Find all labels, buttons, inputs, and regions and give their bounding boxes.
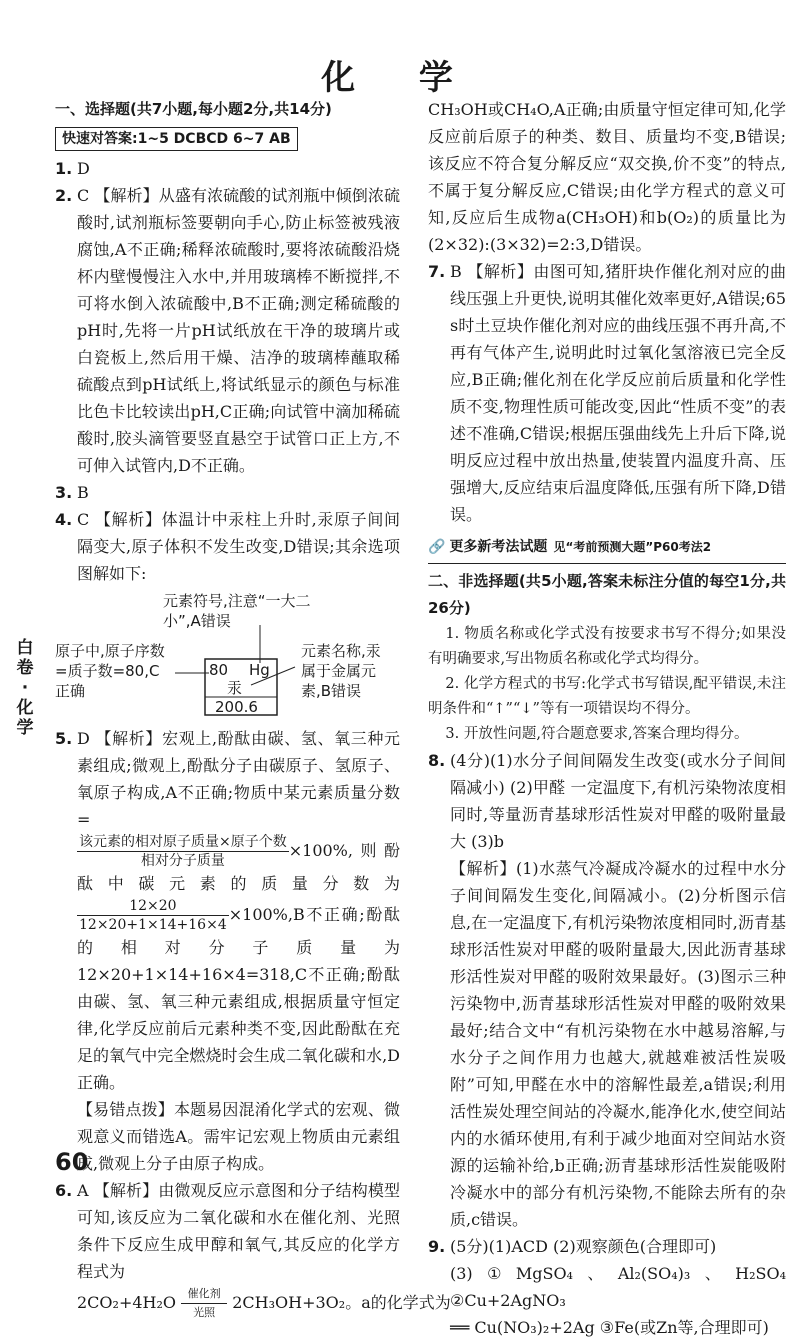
diagram-top-note: 元素符号,注意“一大二小”,A错误 — [163, 592, 311, 630]
reaction-equation: 2CO₂+4H₂O $\frac{\text{催化剂}}{\text{光照}}$ 2CH₃OH+3O₂。a的化学式为 — [77, 1287, 451, 1319]
question-4: 4. C 【解析】体温计中汞柱上升时,汞原子间间隔变大,原子体积不发生改变,D错误;其余选项图解如下: — [55, 510, 400, 583]
cell-atomic-number: 80 — [209, 661, 229, 679]
grading-note-3: 3. 开放性问题,符合题意要求,答案合理均得分。 — [445, 726, 749, 742]
cell-atomic-mass: 200.6 — [215, 698, 258, 716]
diagram-right-note: 元素名称,汞属于金属元素,B错误 — [301, 642, 381, 700]
question-2: 2. C 【解析】从盛有浓硫酸的试剂瓶中倾倒浓硫酸时,试剂瓶标签要朝向手心,防止标签被残液腐蚀,A不正确;稀释浓硫酸时,要将浓硫酸沿烧杯内壁慢慢注入水中,并用玻璃棒不断搅拌,不可将水倒入浓硫酸中,B不正确;测定稀硫酸的pH时,先将一片pH试纸放在干净的玻璃片或白瓷板上,然后用干燥、洁净的玻璃棒蘸取稀硫酸点到pH试纸上,将试纸显示的颜色与标准比色卡比较读出pH,C正确;向试管中滴加稀硫酸时,胶头滴管要竖直悬空于试管口正上方,不可伸入试管内,D不正确。 — [55, 186, 400, 475]
cell-symbol: Hg — [249, 661, 270, 679]
question-1: 1. D — [55, 159, 90, 178]
section-1-heading: 一、选择题(共7小题,每小题2分,共14分) — [55, 100, 332, 118]
diagram-left-note: 原子中,原子序数=质子数=80,C正确 — [55, 642, 165, 700]
quick-answer-box: 快速对答案:1~5 DCBCD 6~7 AB — [55, 127, 298, 151]
sidebar-label: 白 卷 · 化 学 — [16, 638, 34, 738]
error-tip: 【易错点拨】本题易因混淆化学式的宏观、微观意义而错选A。需牢记宏观上物质由元素组成,微观上分子由原子构成。 — [77, 1100, 400, 1173]
question-5: 5. D 【解析】宏观上,酚酞由碳、氢、氧三种元素组成;微观上,酚酞分子由碳原子、氢原子、氧原子构成,A不正确;物质中某元素质量分数= $\frac{\text{该元素的相对原子质量×原子个数}}{\text{相对分子质量}}$ ×100%,则酚酞中碳元素的质量分数为 $\frac{12\times 20}{12\times 20+1\times 14+16\times 4}$ ×100%,B不正确;酚酞的相对分子质量为12×20+1×14+16×4=318,C不正确;酚酞由碳、氢、氧三种元素组成,根据质量守恒定律,化学反应前后元素种类不变,因此酚酞在充足的氧气中完全燃烧时会生成二氧化碳和水,D正确。 【易错点拨】本题易因混淆化学式的宏观、微观意义而错选A。需牢记宏观上物质由元素组成,微观上分子由原子构成。 — [55, 725, 400, 1177]
right-column — [428, 96, 786, 1341]
question-3: 3. B — [55, 483, 89, 502]
link-icon: 🔗 — [428, 539, 446, 555]
page-title: 化 学 — [321, 58, 479, 98]
cell-name: 汞 — [227, 679, 243, 697]
grading-note-1: 1. 物质名称或化学式没有按要求书写不得分;如果没有明确要求,写出物质名称或化学式均得分。 — [428, 626, 786, 667]
question-9: 9. (5分)(1)ACD (2)观察颜色(合理即可) (3)①MgSO₄、Al₂(SO₄)₃、H₂SO₄ ②Cu+2AgNO₃ ══ Cu(NO₃)₂+2Ag ③Fe(或Zn等,合理即可) — [428, 1237, 786, 1337]
grading-note-2: 2. 化学方程式的书写:化学式书写错误,配平错误,未注明条件和“↑”“↓”等有一项错误均不得分。 — [428, 676, 786, 717]
question-8: 8. (4分)(1)水分子间间隔发生改变(或水分子间间隔减小) (2)甲醛 一定温度下,有机污染物浓度相同时,等量沥青基球形活性炭对甲醛的吸附量最大 (3)b 【解析】(1)水蒸气冷凝成冷凝水的过程中水分子间间隔发生变化,间隔减小。(2)分析图示信息,在一定温度下,有机污染物浓度相同时,沥青基球形活性炭对甲醛的吸附量最大,因此沥青基球形活性炭对甲醛的吸附效果最好。(3)图示三种污染物中,沥青基球形活性炭对甲醛的吸附效果最好;结合文中“有机污染物在水中越易溶解,与水分子之间作用力也越大,就越难被活性炭吸附”可知,甲醛在水中的溶解性最差,a错误;利用活性炭处理空间站的冷凝水,能净化水,使空间站内的水循环使用,有利于减少地面对空间站水资源的运输补给,b正确;沥青基球形活性炭能吸附冷凝水中的部分有机污染物,不能除去所有的杂质,c错误。 — [428, 751, 786, 1229]
page-number: 60 — [55, 1148, 89, 1176]
mass-fraction-formula: $\frac{\text{该元素的相对原子质量×原子个数}}{\text{相对分子质量}}$ — [79, 834, 287, 869]
left-column — [55, 96, 451, 1322]
element-cell-diagram — [55, 589, 385, 721]
section-2-heading: 二、非选择题(共5小题,答案未标注分值的每空1分,共26分) — [428, 572, 786, 617]
carbon-fraction-formula: $\frac{12\times 20}{12\times 20+1\times 14+16\times 4}$ — [79, 898, 227, 933]
more-tests-banner: 🔗 更多新考法试题 见“考前预测大题”P60考法2 — [428, 534, 786, 564]
question-6: 6. A 【解析】由微观反应示意图和分子结构模型可知,该反应为二氧化碳和水在催化剂、光照条件下反应生成甲醇和氧气,其反应的化学方程式为 2CO₂+4H₂O $\frac{\text{催化剂}}{\text{光照}}$ 2CH₃OH+3O₂。a的化学式为 — [55, 1181, 451, 1319]
question-6-continued: CH₃OH或CH₄O,A正确;由质量守恒定律可知,化学反应前后原子的种类、数目、质量均不变,B错误;该反应不符合复分解反应“双交换,价不变”的特点,不属于复分解反应,C错误;由化学方程式的意义可知,反应后生成物a(CH₃OH)和b(O₂)的质量比为(2×32):(3×32)=2:3,D错误。 — [428, 100, 786, 254]
question-7: 7. B 【解析】由图可知,猪肝块作催化剂对应的曲线压强上升更快,说明其催化效率更好,A错误;65 s时土豆块作催化剂对应的曲线压强不再升高,不再有气体产生,说明此时过氧化氢溶液已完全反应,B正确;催化剂在化学反应前后质量和化学性质不变,物理性质可能改变,因此“性质不变”的表述不准确,C错误;根据压强曲线先上升后下降,说明反应过程中放出热量,使装置内温度升高、压强增大,反应结束后温度降低,压强有所下降,D错误。 — [428, 262, 786, 524]
